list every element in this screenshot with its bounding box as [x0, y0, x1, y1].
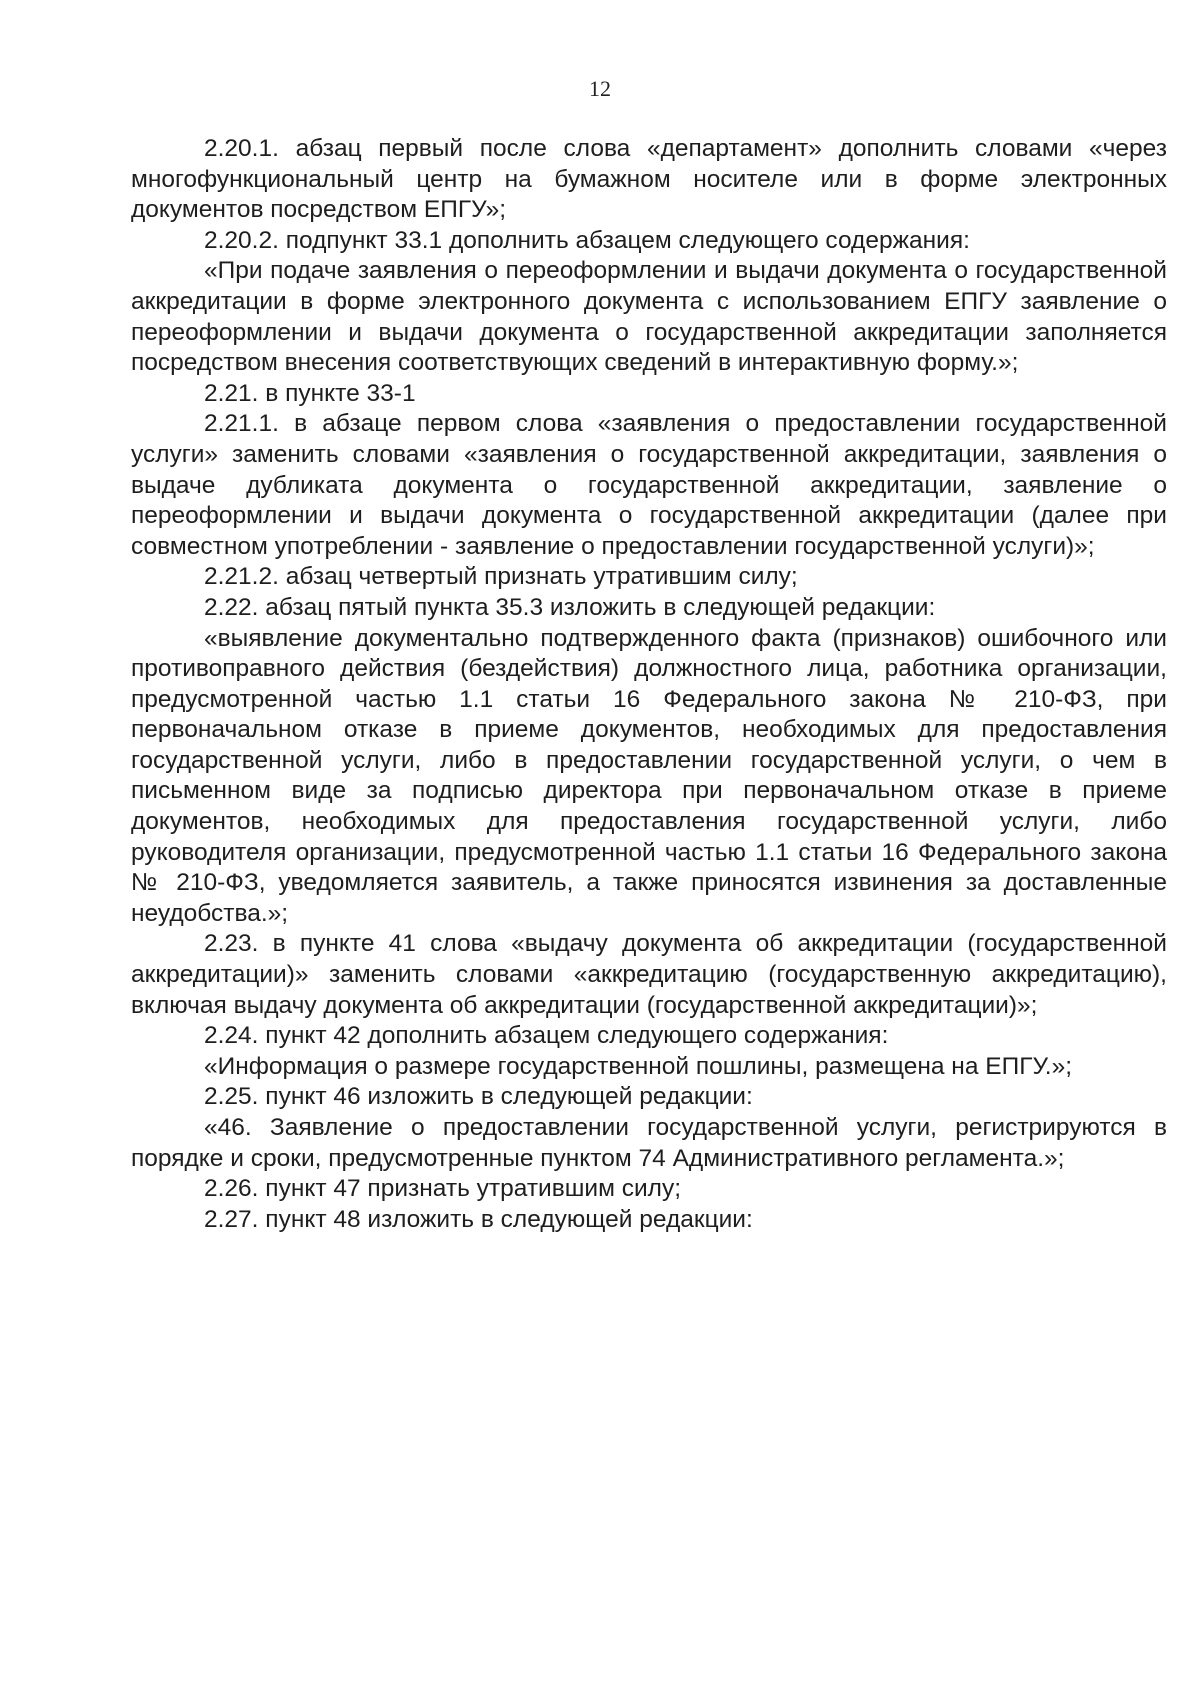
- paragraph-2-26: 2.26. пункт 47 признать утратившим силу;: [204, 1175, 682, 1203]
- paragraph-2-25: 2.25. пункт 46 изложить в следующей редакции:: [204, 1083, 753, 1111]
- paragraph-2-20-1: 2.20.1. абзац первый после слова «департамент» дополнить словами «через многофункциональный центр на бумажном носителе или в форме электронных документов посредством ЕПГУ»;: [131, 135, 1167, 224]
- paragraph-2-21: 2.21. в пункте 33-1: [204, 379, 416, 407]
- paragraph-quote-46: «46. Заявление о предоставлении государственной услуги, регистрируются в порядке и сроки, предусмотренные пунктом 74 Административного регламента.»;: [131, 1114, 1167, 1172]
- paragraph-quote-35-3: «выявление документально подтвержденного факта (признаков) ошибочного или противоправного действия (бездействия) должностного лица, работника организации, предусмотренной частью 1.1 статьи 16 Федерального закона № 210-ФЗ, при первоначальном отказе в приеме документов, необходимых для предоставления государственной услуги, либо в предоставлении государственной услуги, о чем в письменном виде за подписью директора при первоначальном отказе в приеме документов, необходимых для предоставления государственной услуги, либо руководителя организации, предусмотренной частью 1.1 статьи 16 Федерального закона № 210-ФЗ, уведомляется заявитель, а также приносятся извинения за доставленные неудобства.»;: [131, 624, 1167, 927]
- paragraph-2-21-2: 2.21.2. абзац четвертый признать утратившим силу;: [204, 563, 798, 591]
- document-body: [131, 134, 1167, 1235]
- page-number: 12: [589, 76, 611, 101]
- paragraph-quote-33-1: «При подаче заявления о переоформлении и выдачи документа о государственной аккредитации в форме электронного документа с использованием ЕПГУ заявление о переоформлении и выдачи документа о государственной аккредитации заполняется посредством внесения соответствующих сведений в интерактивную форму.»;: [131, 257, 1167, 377]
- paragraph-2-23: 2.23. в пункте 41 слова «выдачу документа об аккредитации (государственной аккредитации)» заменить словами «аккредитацию (государственную аккредитацию), включая выдачу документа об аккредитации (государственной аккредитации)»;: [131, 930, 1167, 1019]
- paragraph-quote-42: «Информация о размере государственной пошлины, размещена на ЕПГУ.»;: [204, 1052, 1073, 1080]
- paragraph-2-21-1: 2.21.1. в абзаце первом слова «заявления о предоставлении государственной услуги» заменить словами «заявления о государственной аккредитации, заявления о выдаче дубликата документа о государственной аккредитации, заявление о переоформлении и выдачи документа о государственной аккредитации (далее при совместном употреблении - заявление о предоставлении государственной услуги)»;: [131, 410, 1167, 560]
- paragraph-2-20-2: 2.20.2. подпункт 33.1 дополнить абзацем следующего содержания:: [204, 226, 970, 254]
- paragraph-2-27: 2.27. пункт 48 изложить в следующей редакции:: [204, 1205, 753, 1233]
- paragraph-2-24: 2.24. пункт 42 дополнить абзацем следующего содержания:: [204, 1022, 889, 1050]
- paragraph-2-22: 2.22. абзац пятый пункта 35.3 изложить в следующей редакции:: [204, 593, 936, 621]
